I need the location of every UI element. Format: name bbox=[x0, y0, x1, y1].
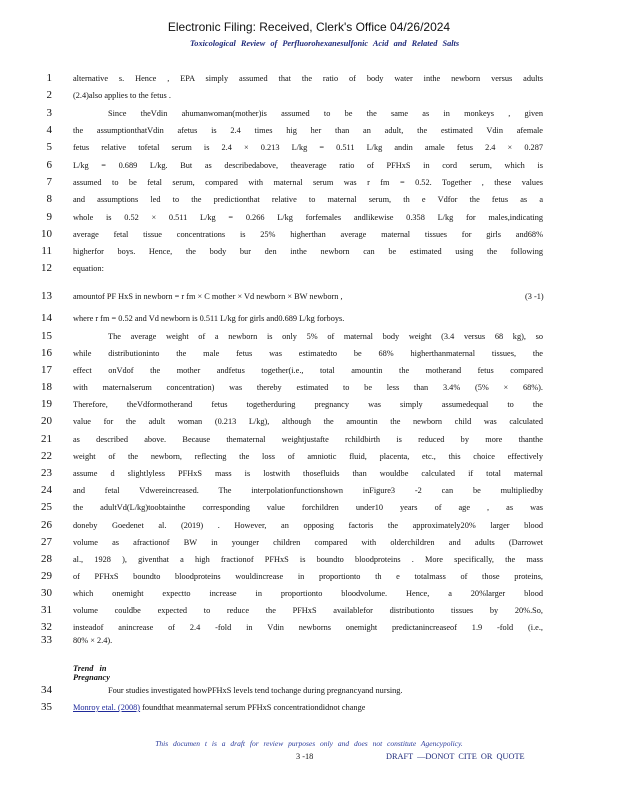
line-text: the assumptionthatVdin afetus is 2.4 times hig her than an adult, the estimated Vdin afemale bbox=[73, 126, 543, 135]
line-number: 14 bbox=[41, 312, 52, 324]
line-text: (2.4)also applies to the fetus . bbox=[73, 91, 171, 100]
line-25 bbox=[0, 501, 618, 514]
line-text: average fetal tissue concentrations is 25% higherthan average maternal tissues for girls and68% bbox=[73, 230, 543, 239]
line-text: insteadof anincrease of 2.4 -fold in Vdin newborns onemight predictanincreaseof 1.9 -fold (i.e., bbox=[73, 623, 543, 632]
line-text: whole is 0.52 × 0.511 L/kg = 0.266 L/kg forfemales andlikewise 0.358 L/kg for males,indicating bbox=[73, 213, 543, 222]
line-text: The average weight of a newborn is only 5% of maternal body weight (3.4 versus 68 kg), so bbox=[108, 332, 543, 341]
line-number: 34 bbox=[41, 684, 52, 696]
line-text: while distributioninto the male fetus was estimatedto be 68% higherthanmaternal tissues, the bbox=[73, 349, 543, 358]
line-number: 24 bbox=[41, 484, 52, 496]
line-text: al., 1928 ), giventhat a high fractionof PFHxS is boundto bloodproteins . More specifically, the mass bbox=[73, 555, 543, 564]
running-title: Toxicological Review of Perfluorohexanesulfonic Acid and Related Salts bbox=[190, 39, 460, 48]
line-text: the adultVd(L/kg)toobtainthe corresponding value forchildren under10 years of age , as was bbox=[73, 503, 543, 512]
line-number: 27 bbox=[41, 536, 52, 548]
citation-link[interactable]: Monroy etal. (2008) bbox=[73, 703, 141, 712]
line-20 bbox=[0, 415, 618, 428]
equation-number: (3 -1) bbox=[525, 292, 544, 301]
line-number: 4 bbox=[46, 124, 52, 136]
line-number: 7 bbox=[46, 176, 52, 188]
line-text: higherfor boys. Hence, the body bur den inthe newborn can be estimated using the following bbox=[73, 247, 543, 256]
line-23 bbox=[0, 467, 618, 480]
line-number: 22 bbox=[41, 450, 52, 462]
electronic-filing-stamp: Electronic Filing: Received, Clerk's Office 04/26/2024 bbox=[167, 20, 451, 34]
line-text: where r fm = 0.52 and Vd newborn is 0.511 L/kg for girls and0.689 L/kg forboys. bbox=[73, 314, 345, 323]
line-14 bbox=[0, 312, 618, 325]
line-number: 19 bbox=[41, 398, 52, 410]
line-text: Four studies investigated howPFHxS levels tend tochange during pregnancyand nursing. bbox=[108, 686, 403, 695]
line-text: which onemight expectto increase in proportionto bloodvolume. Hence, a 20%larger blood bbox=[73, 589, 543, 598]
line-text-with-citation bbox=[73, 701, 365, 714]
line-9 bbox=[0, 211, 618, 224]
line-number: 9 bbox=[46, 211, 52, 223]
line-number: 26 bbox=[41, 519, 52, 531]
line-text: as described above. Because thematernal weightjustafte rchildbirth is reduced by more thanthe bbox=[73, 435, 543, 444]
line-text: 80% × 2.4). bbox=[73, 636, 113, 645]
line-text: Therefore, theVdformotherand fetus togetherduring pregnancy was simply assumedequal to the bbox=[73, 400, 543, 409]
line-number: 1 bbox=[46, 72, 52, 84]
line-15 bbox=[0, 330, 618, 343]
line-11 bbox=[0, 245, 618, 258]
line-number: 12 bbox=[41, 262, 52, 274]
line-number: 8 bbox=[46, 193, 52, 205]
line-21 bbox=[0, 433, 618, 446]
line-text: foundthat meanmaternal serum PFHxS concentrationdidnot change bbox=[140, 703, 366, 712]
line-2 bbox=[0, 89, 618, 102]
line-34 bbox=[0, 684, 618, 697]
line-6 bbox=[0, 159, 618, 172]
line-1 bbox=[0, 72, 618, 85]
line-number: 28 bbox=[41, 553, 52, 565]
line-10 bbox=[0, 228, 618, 241]
line-number: 2 bbox=[46, 89, 52, 101]
line-number: 13 bbox=[41, 290, 52, 302]
page-number: 3 -18 bbox=[296, 752, 314, 761]
section-heading: Trend in Pregnancy bbox=[73, 664, 110, 682]
line-30 bbox=[0, 587, 618, 600]
line-27 bbox=[0, 536, 618, 549]
line-number: 15 bbox=[41, 330, 52, 342]
draft-disclaimer: This documen t is a draft for review purposes only and does not constitute Agencypolicy. bbox=[155, 739, 463, 748]
draft-do-not-cite: DRAFT —DONOT CITE OR QUOTE bbox=[386, 752, 525, 761]
line-text: doneby Goedenet al. (2019) . However, an opposing factoris the approximately20% larger blood bbox=[73, 521, 543, 530]
line-4 bbox=[0, 124, 618, 137]
line-number: 18 bbox=[41, 381, 52, 393]
line-text: of PFHxS boundto bloodproteins wouldincrease in proportionto th e totalmass of those proteins, bbox=[73, 572, 543, 581]
line-35 bbox=[0, 701, 618, 714]
line-8 bbox=[0, 193, 618, 206]
line-16 bbox=[0, 347, 618, 360]
line-3 bbox=[0, 107, 618, 120]
line-text: Since theVdin ahumanwoman(mother)is assumed to be the same as in monkeys , given bbox=[108, 109, 543, 118]
line-13 bbox=[0, 290, 618, 303]
line-text: volume couldbe expected to reduce the PFHxS availablefor distributionto tissues by 20%.So, bbox=[73, 606, 543, 615]
line-text: volume as afractionof BW in younger children compared with olderchildren and adults (Darrowet bbox=[73, 538, 543, 547]
line-text: L/kg = 0.689 L/kg. But as describedabove, theaverage ratio of PFHxS in cord serum, which is bbox=[73, 161, 543, 170]
line-number: 23 bbox=[41, 467, 52, 479]
line-text: alternative s. Hence , EPA simply assumed that the ratio of body water inthe newborn versus adults bbox=[73, 74, 543, 83]
line-text: effect onVdof the mother andfetus together(i.e., total amountin the motherand fetus compared bbox=[73, 366, 543, 375]
line-31 bbox=[0, 604, 618, 617]
line-number: 16 bbox=[41, 347, 52, 359]
equation-text: amountof PF HxS in newborn = r fm × C mother × Vd newborn × BW newborn , bbox=[73, 292, 343, 301]
line-text: fetus relative tofetal serum is 2.4 × 0.213 L/kg = 0.511 L/kg andin amale fetus 2.4 × 0.287 bbox=[73, 143, 543, 152]
line-text: assume d slightlyless PFHxS mass is lostwith thosefluids than wouldbe calculated if total maternal bbox=[73, 469, 543, 478]
line-18 bbox=[0, 381, 618, 394]
line-number: 31 bbox=[41, 604, 52, 616]
line-number: 29 bbox=[41, 570, 52, 582]
line-number: 5 bbox=[46, 141, 52, 153]
line-22 bbox=[0, 450, 618, 463]
line-number: 30 bbox=[41, 587, 52, 599]
line-7 bbox=[0, 176, 618, 189]
line-5 bbox=[0, 141, 618, 154]
line-32 bbox=[0, 621, 618, 634]
line-number: 35 bbox=[41, 701, 52, 713]
line-text: assumed to be fetal serum, compared with maternal serum was r fm = 0.52. Together , these values bbox=[73, 178, 543, 187]
line-number: 21 bbox=[41, 433, 52, 445]
line-text: equation: bbox=[73, 264, 104, 273]
line-26 bbox=[0, 519, 618, 532]
line-number: 20 bbox=[41, 415, 52, 427]
line-number: 32 bbox=[41, 621, 52, 633]
line-19 bbox=[0, 398, 618, 411]
line-28 bbox=[0, 553, 618, 566]
line-number: 10 bbox=[41, 228, 52, 240]
line-number: 6 bbox=[46, 159, 52, 171]
line-17 bbox=[0, 364, 618, 377]
line-29 bbox=[0, 570, 618, 583]
line-text: with maternalserum concentration) was thereby estimated to be less than 3.4% (5% × 68%). bbox=[73, 383, 543, 392]
line-number: 33 bbox=[41, 634, 52, 646]
line-number: 3 bbox=[46, 107, 52, 119]
line-33 bbox=[0, 634, 618, 647]
line-number: 11 bbox=[41, 245, 52, 257]
line-24 bbox=[0, 484, 618, 497]
line-number: 25 bbox=[41, 501, 52, 513]
line-text: and fetal Vdwereincreased. The interpolationfunctionshown inFigure3 -2 can be multipliedby bbox=[73, 486, 543, 495]
line-number: 17 bbox=[41, 364, 52, 376]
line-text: weight of the newborn, reflecting the loss of amniotic fluid, placenta, etc., this choice effectively bbox=[73, 452, 543, 461]
line-text: value for the adult woman (0.213 L/kg), although the amountin the newborn child was calculated bbox=[73, 417, 543, 426]
line-text: and assumptions led to the predictionthat relative to maternal serum, th e Vdfor the fetus as a bbox=[73, 195, 543, 204]
line-12 bbox=[0, 262, 618, 275]
